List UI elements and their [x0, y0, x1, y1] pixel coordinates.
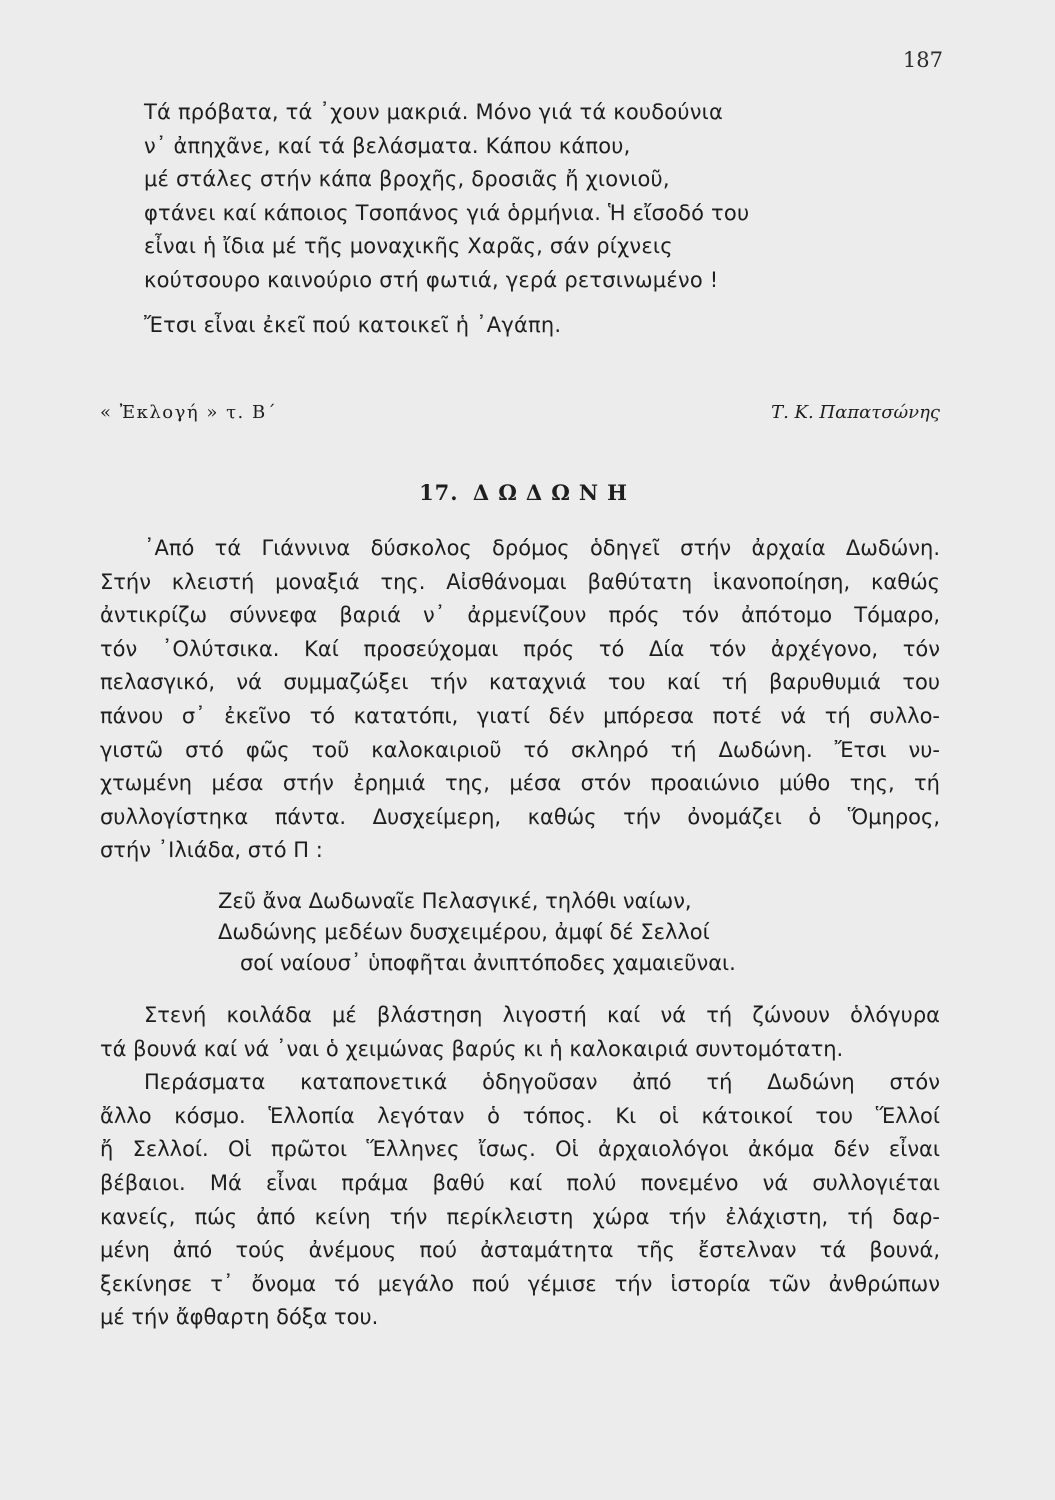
poem-line: ν᾽ ἀπηχᾶνε, καί τά βελάσματα. Κάπου κάπου, [144, 133, 631, 158]
text-line: πάνου σ᾽ ἐκεῖνο τό κατατόπι, γιατί δέν μπόρεσα ποτέ νά τή συλλο- [100, 703, 940, 728]
homer-verse [100, 886, 940, 979]
text-line: ἤ Σελλοί. Οἱ πρῶτοι Ἕλληνες ἴσως. Οἱ ἀρχαιολόγοι ἀκόμα δέν εἶναι [100, 1137, 940, 1162]
text-line: βέβαιοι. Μά εἶναι πράμα βαθύ καί πολύ πονεμένο νά συλλογιέται [100, 1170, 940, 1195]
attribution-source: « Ἐκλογή » τ. Β΄ [100, 402, 278, 423]
text-line: γιστῶ στό φῶς τοῦ καλοκαιριοῦ τό σκληρό τή Δωδώνη. Ἔτσι νυ- [100, 737, 940, 762]
text-line: τόν ᾽Ολύτσικα. Καί προσεύχομαι πρός τό Δία τόν ἀρχέγονο, τόν [100, 636, 940, 661]
body-text [100, 532, 940, 1335]
text-line: κανείς, πώς ἀπό κείνη τήν περίκλειστη χώρα τήν ἐλάχιστη, τή δαρ- [100, 1204, 940, 1229]
text-line: μέ τήν ἄφθαρτη δόξα του. [100, 1305, 379, 1330]
poem-closing-line: Ἔτσι εἶναι ἐκεῖ πού κατοικεῖ ἡ ᾽Αγάπη. [144, 313, 562, 337]
paragraph [100, 532, 940, 868]
page-number: 187 [902, 48, 943, 72]
poem-line: Τά πρόβατα, τά ᾽χουν μακριά. Μόνο γιά τά κουδούνια [144, 100, 723, 124]
attribution-author: Τ. Κ. Παπατσώνης [771, 402, 940, 423]
poem-line: μέ στάλες στήν κάπα βροχῆς, δροσιᾶς ἤ χιονιοῦ, [144, 167, 670, 191]
text-line: ἄλλο κόσμο. Ἑλλοπία λεγόταν ὁ τόπος. Κι οἱ κάτοικοί του Ἕλλοί [100, 1103, 940, 1128]
text-line: μένη ἀπό τούς ἀνέμους πού ἀσταμάτητα τῆς ἔστελναν τά βουνά, [100, 1238, 940, 1263]
verse-line: Δωδώνης μεδέων δυσχειμέρου, ἀμφί δέ Σελλοί [218, 919, 710, 944]
attribution [100, 402, 940, 432]
text-line: Περάσματα καταπονετικά ὁδηγοῦσαν ἀπό τή Δωδώνη στόν [144, 1070, 940, 1095]
paragraph [100, 1066, 940, 1335]
section-heading [0, 480, 1055, 505]
poem-excerpt [144, 96, 884, 343]
text-line: χτωμένη μέσα στήν ἐρημιά της, μέσα στόν προαιώνιο μύθο της, τή [100, 771, 940, 796]
text-line: ἀντικρίζω σύννεφα βαριά ν᾽ ἀρμενίζουν πρός τόν ἀπότομο Τόμαρο, [100, 603, 940, 628]
text-line: πελασγικό, νά συμμαζώξει τήν καταχνιά του καί τή βαρυθυμιά του [100, 670, 940, 695]
verse-line: Ζεῦ ἄνα Δωδωναῖε Πελασγικέ, τηλόθι ναίων, [218, 888, 692, 913]
text-line: στήν ᾽Ιλιάδα, στό Π : [100, 838, 323, 863]
text-line: τά βουνά καί νά ᾽ναι ὁ χειμώνας βαρύς κι ἡ καλοκαιριά συντομότατη. [100, 1036, 844, 1061]
poem-line: κούτσουρο καινούριο στή φωτιά, γερά ρετσινωμένο ! [144, 267, 719, 292]
section-number: 17. [419, 480, 459, 505]
text-line: Στενή κοιλάδα μέ βλάστηση λιγοστή καί νά τή ζώνουν ὁλόγυρα [144, 1002, 940, 1027]
text-line: ξεκίνησε τ᾽ ὄνομα τό μεγάλο πού γέμισε τήν ἱστορία τῶν ἀνθρώπων [100, 1271, 940, 1296]
text-line: Στήν κλειστή μοναξιά της. Αἰσθάνομαι βαθύτατη ἱκανοποίηση, καθώς [100, 569, 940, 594]
section-title: ΔΩΔΩΝΗ [472, 480, 636, 505]
paragraph [100, 999, 940, 1066]
text-line: ᾽Από τά Γιάννινα δύσκολος δρόμος ὁδηγεῖ στήν ἀρχαία Δωδώνη. [144, 536, 940, 560]
poem-line: εἶναι ἡ ἴδια μέ τῆς μοναχικῆς Χαρᾶς, σάν ρίχνεις [144, 234, 673, 258]
poem-line: φτάνει καί κάποιος Τσοπάνος γιά ὁρμήνια. Ἡ εἴσοδό του [144, 200, 750, 225]
text-line: συλλογίστηκα πάντα. Δυσχείμερη, καθώς τήν ὀνομάζει ὁ Ὅμηρος, [100, 804, 940, 829]
verse-line: σοί ναίουσ᾽ ὑποφῆται ἀνιπτόποδες χαμαιεῦναι. [240, 950, 736, 975]
